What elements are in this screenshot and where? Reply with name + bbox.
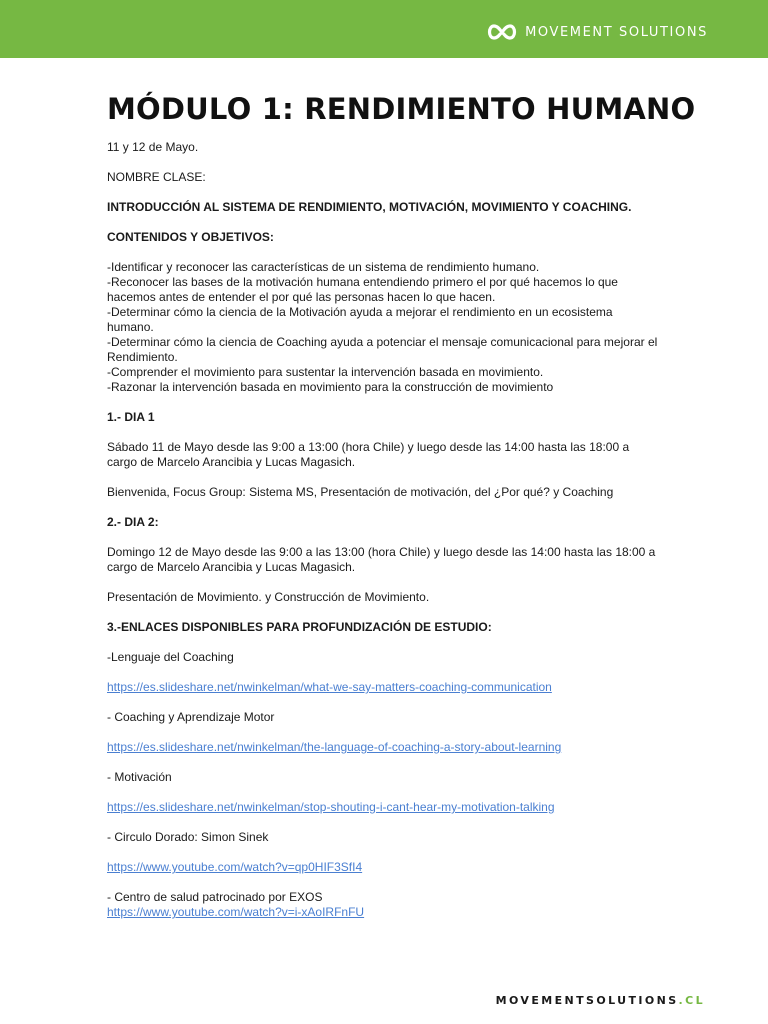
objective-item: -Comprender el movimiento para sustentar la intervención basada en movimiento. — [107, 365, 544, 379]
infinity-logo-icon — [485, 22, 519, 42]
intro-heading: INTRODUCCIÓN AL SISTEMA DE RENDIMIENTO, MOTIVACIÓN, MOVIMIENTO Y COACHING. — [107, 200, 632, 214]
link-label: - Coaching y Aprendizaje Motor — [107, 710, 275, 724]
objectives-list — [107, 260, 662, 395]
page-title: MÓDULO 1: RENDIMIENTO HUMANO — [107, 92, 696, 126]
resource-link[interactable]: https://www.youtube.com/watch?v=i-xAoIRFnFU — [107, 905, 365, 919]
header-bar — [0, 0, 768, 58]
objective-item: -Identificar y reconocer las características de un sistema de rendimiento humano. — [107, 260, 540, 274]
resource-link[interactable]: https://es.slideshare.net/nwinkelman/the-language-of-coaching-a-story-about-learning — [107, 740, 562, 754]
date-text: 11 y 12 de Mayo. — [107, 140, 199, 154]
objective-item: -Determinar cómo la ciencia de Coaching ayuda a potenciar el mensaje comunicacional para mejorar el Rendimiento. — [107, 335, 658, 364]
link-label: - Centro de salud patrocinado por EXOS — [107, 890, 323, 904]
day1-heading: 1.- DIA 1 — [107, 410, 155, 424]
day1-schedule: Sábado 11 de Mayo desde las 9:00 a 13:00 (hora Chile) y luego desde las 14:00 hasta las 18:00 a cargo de Marcelo Arancibia y Lucas Magasich. — [107, 440, 630, 469]
contents-heading: CONTENIDOS Y OBJETIVOS: — [107, 230, 274, 244]
brand — [485, 22, 708, 42]
link-label: - Motivación — [107, 770, 172, 784]
class-name-label: NOMBRE CLASE: — [107, 170, 206, 184]
day2-schedule: Domingo 12 de Mayo desde las 9:00 a las 13:00 (hora Chile) y luego desde las 14:00 hasta las 18:00 a cargo de Marcelo Arancibia y Lucas Magasich. — [107, 545, 656, 574]
resource-link[interactable]: https://es.slideshare.net/nwinkelman/what-we-say-matters-coaching-communication — [107, 680, 552, 694]
objective-item: -Reconocer las bases de la motivación humana entendiendo primero el por qué hacemos lo que hacemos antes de entender el por qué las personas hacen lo que hacen. — [107, 275, 618, 304]
objective-item: -Razonar la intervención basada en movimiento para la construcción de movimiento — [107, 380, 554, 394]
document-body — [107, 140, 662, 935]
footer-site-tld: .CL — [678, 994, 705, 1007]
resource-link[interactable]: https://es.slideshare.net/nwinkelman/stop-shouting-i-cant-hear-my-motivation-talking — [107, 800, 555, 814]
links-heading: 3.-ENLACES DISPONIBLES PARA PROFUNDIZACIÓN DE ESTUDIO: — [107, 620, 492, 634]
footer-site-name: MOVEMENTSOLUTIONS — [495, 994, 679, 1007]
day2-heading: 2.- DIA 2: — [107, 515, 159, 529]
day2-agenda: Presentación de Movimiento. y Construcción de Movimiento. — [107, 590, 430, 604]
day1-agenda: Bienvenida, Focus Group: Sistema MS, Presentación de motivación, del ¿Por qué? y Coaching — [107, 485, 614, 499]
objective-item: -Determinar cómo la ciencia de la Motivación ayuda a mejorar el rendimiento en un ecosistema humano. — [107, 305, 613, 334]
footer-site — [496, 994, 705, 1007]
link-label: - Circulo Dorado: Simon Sinek — [107, 830, 269, 844]
link-label: -Lenguaje del Coaching — [107, 650, 234, 664]
brand-name: MOVEMENT SOLUTIONS — [525, 24, 708, 40]
resource-link[interactable]: https://www.youtube.com/watch?v=qp0HIF3SfI4 — [107, 860, 363, 874]
